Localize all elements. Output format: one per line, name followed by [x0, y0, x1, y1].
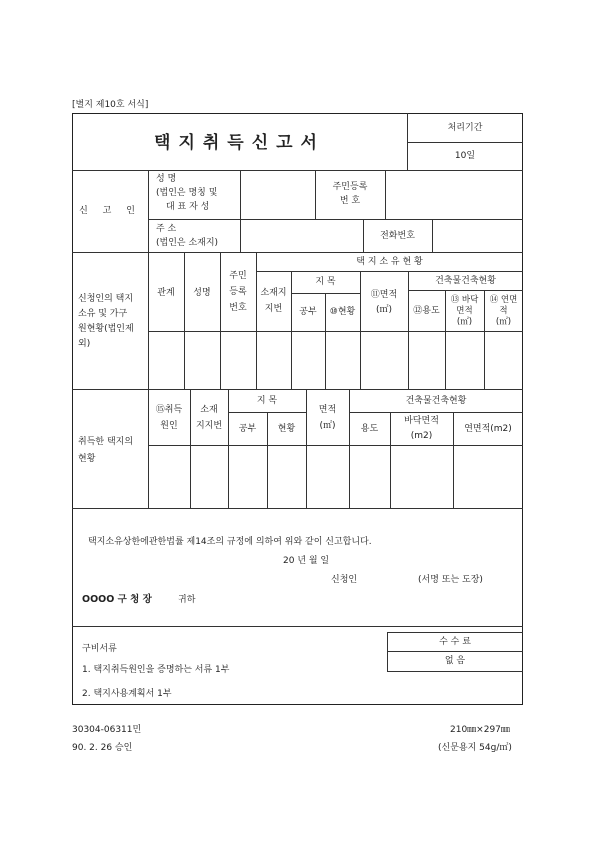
applicant-section-label: 신 고 인 — [79, 206, 141, 216]
acquired-location-header-1: 소재 — [200, 405, 218, 415]
form-title: 택지취득신고서 — [154, 133, 325, 153]
fee-value: 없 음 — [444, 656, 466, 666]
required-document-1: 1. 택지취득원인을 증명하는 서류 1부 — [82, 665, 230, 675]
land-category-header: 지 목 — [315, 277, 336, 287]
signature-or-seal: (서명 또는 도장) — [418, 575, 483, 585]
name-label-rep: 대 표 자 성 — [166, 202, 210, 212]
resident-id-header-2: 등록 — [229, 287, 247, 297]
resident-number-label-2: 번 호 — [339, 196, 361, 206]
ownership-status-header: 택 지 소 유 현 황 — [356, 257, 423, 267]
total-area-header-2: 적 — [499, 306, 508, 316]
area-header-1: ⑪면적 — [370, 290, 398, 300]
form-code: 30304-06311민 — [72, 725, 142, 735]
acquired-area-header-2: (㎡) — [319, 421, 336, 431]
approval-date: 90. 2. 26 승인 — [72, 743, 133, 753]
required-documents-heading: 구비서류 — [82, 644, 117, 654]
address-field[interactable] — [241, 220, 362, 251]
resident-number-field[interactable] — [386, 171, 522, 218]
current-section-label-2: 소유 및 가구 — [78, 309, 128, 319]
floor-area-header-1: ⑬ 바닥 — [450, 295, 479, 305]
total-area-header-3: (㎡) — [495, 317, 512, 327]
resident-number-label: 주민등록 — [332, 182, 368, 192]
resident-id-header-1: 주민 — [229, 271, 247, 281]
name-label: 성 명 — [156, 174, 177, 184]
recipient-office: OOOO 구 청 장 — [82, 594, 152, 605]
form-number-tag: [별지 제10호 서식] — [72, 100, 149, 110]
acquired-floor-header-2: (m2) — [410, 431, 433, 441]
official-category-header: 공부 — [299, 307, 317, 317]
location-header-2: 지번 — [264, 304, 283, 314]
name-label-corp: (법인은 명칭 및 — [156, 188, 218, 198]
actual-category-header: ⑩현황 — [329, 307, 356, 317]
paper-spec: (신문용지 54g/㎡) — [438, 743, 512, 753]
recipient-honorific: 귀하 — [178, 595, 196, 605]
declaration-date: 20 년 월 일 — [283, 556, 330, 566]
usage-header: ⑫용도 — [413, 306, 440, 316]
acquired-section-label-2: 현황 — [78, 454, 96, 464]
current-section-label-3: 원현황(법인제 — [78, 324, 134, 334]
name-header: 성명 — [193, 288, 211, 298]
declaration-applicant: 신청인 — [331, 575, 358, 585]
acquired-floor-header-1: 바닥면적 — [404, 416, 439, 426]
acquired-usage-header: 용도 — [360, 424, 379, 434]
acquired-official-header: 공부 — [238, 424, 257, 434]
acquired-section-label-1: 취득한 택지의 — [78, 437, 134, 447]
declaration-statement: 택지소유상한에관한법률 제14조의 규정에 의하여 위와 같이 신고합니다. — [88, 537, 372, 547]
current-section-label-4: 외) — [78, 339, 91, 349]
floor-area-header-3: (㎡) — [456, 317, 473, 327]
paper-size: 210㎜×297㎜ — [450, 725, 510, 735]
area-header-2: (㎡) — [375, 305, 393, 315]
total-area-header-1: ⑭ 연면 — [489, 295, 518, 305]
address-label: 주 소 — [156, 224, 177, 234]
processing-period-value: 10일 — [454, 151, 476, 161]
acquired-category-header: 지 목 — [256, 396, 278, 406]
applicant-name-field[interactable] — [241, 171, 314, 218]
acquisition-cause-header-2: 원인 — [160, 421, 178, 431]
resident-id-header-3: 번호 — [229, 303, 247, 313]
acquired-area-header-1: 면적 — [318, 405, 337, 415]
processing-period-label: 처리기간 — [447, 123, 483, 133]
floor-area-header-2: 면적 — [456, 306, 473, 316]
building-status-header: 건축물건축현황 — [435, 276, 496, 286]
relation-header: 관계 — [157, 288, 175, 298]
acquired-actual-header: 현황 — [277, 424, 296, 434]
acquisition-cause-header-1: ⑮취득 — [155, 405, 183, 415]
phone-field[interactable] — [433, 220, 522, 251]
acquired-total-header: 연면적(m2) — [464, 424, 512, 434]
required-document-2: 2. 택지사용계획서 1부 — [82, 689, 172, 699]
address-label-corp: (법인은 소재지) — [156, 238, 219, 248]
current-section-label-1: 신청인의 택지 — [78, 294, 134, 304]
acquired-building-header: 건축물건축현황 — [405, 396, 467, 406]
fee-label: 수 수 료 — [439, 637, 471, 647]
phone-label: 전화번호 — [380, 231, 415, 241]
acquired-location-header-2: 지지번 — [195, 421, 223, 431]
location-header-1: 소재지 — [260, 288, 287, 298]
